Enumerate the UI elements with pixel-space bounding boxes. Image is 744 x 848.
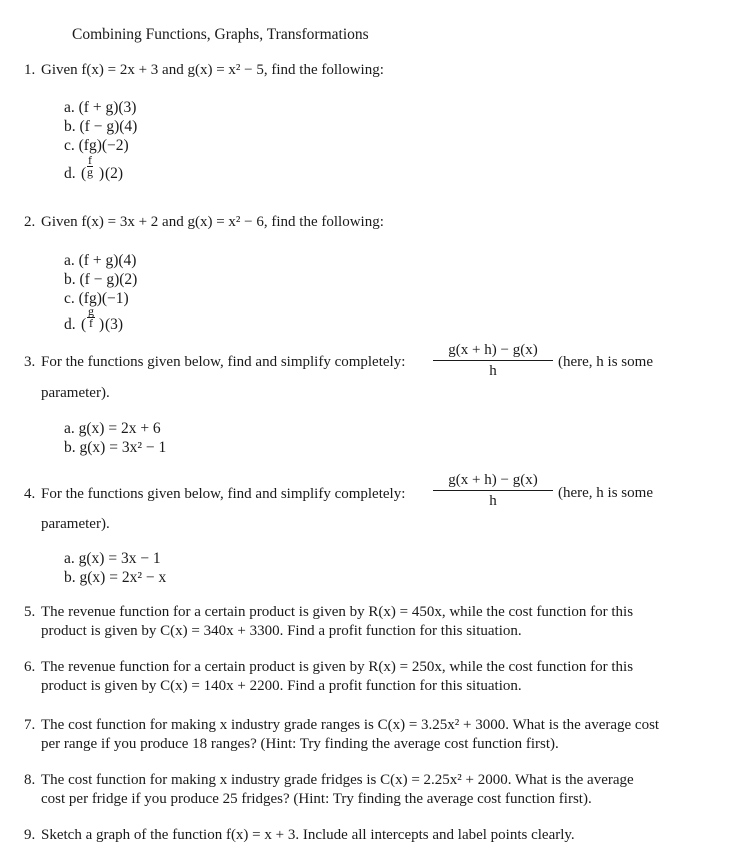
q3-part-b: b. g(x) = 3x² − 1 (64, 439, 167, 456)
q1-part-d-close: ) (99, 165, 105, 182)
q3-quotient-denominator: h (489, 363, 497, 379)
q1-part-d-numerator: f (88, 153, 92, 167)
q1-part-b: b. (f − g)(4) (64, 118, 138, 135)
q9-number: 9. (24, 827, 36, 843)
q1-part-d-denominator: g (87, 165, 93, 179)
q8-number: 8. (24, 772, 36, 788)
q2-part-d-close: ) (99, 316, 105, 333)
q4-continuation: parameter). (41, 516, 110, 532)
q4-quotient-denominator: h (489, 493, 497, 509)
q2-part-d-numerator: g (88, 304, 94, 318)
q1-text: Given f(x) = 2x + 3 and g(x) = x² − 5, find the following: (41, 62, 384, 78)
q3-text: For the functions given below, find and simplify completely: (41, 354, 406, 370)
q6-number: 6. (24, 659, 36, 675)
q1-part-d-open: ( (81, 165, 87, 182)
q1-number: 1. (24, 62, 36, 78)
page-title: Combining Functions, Graphs, Transformations (72, 26, 369, 43)
q4-quotient-numerator: g(x + h) − g(x) (433, 472, 553, 491)
q2-part-d-arg: (3) (105, 316, 124, 333)
q4-text: For the functions given below, find and simplify completely: (41, 486, 406, 502)
q4-number: 4. (24, 486, 36, 502)
q1-part-d-arg: (2) (105, 165, 124, 182)
q5-number: 5. (24, 604, 36, 620)
q8-line-1: The cost function for making x industry grade fridges is C(x) = 2.25x² + 2000. What is the average (41, 772, 634, 788)
q5-line-2: product is given by C(x) = 340x + 3300. Find a profit function for this situation. (41, 623, 522, 639)
q2-part-a: a. (f + g)(4) (64, 252, 137, 269)
q2-part-d-open: ( (81, 316, 87, 333)
q4-difference-quotient (433, 472, 553, 509)
q1-part-d-fraction (87, 155, 93, 178)
q1-part-d-label: d. (64, 165, 76, 182)
q6-line-1: The revenue function for a certain product is given by R(x) = 250x, while the cost function for this (41, 659, 634, 675)
q1-part-c: c. (fg)(−2) (64, 137, 129, 154)
q7-number: 7. (24, 717, 36, 733)
q3-quotient-numerator: g(x + h) − g(x) (433, 342, 553, 361)
q2-part-d-denominator: f (89, 316, 93, 330)
q2-part-d-label: d. (64, 316, 76, 333)
q2-part-c: c. (fg)(−1) (64, 290, 129, 307)
q2-number: 2. (24, 214, 36, 230)
q3-note: (here, h is some (558, 354, 653, 370)
q2-part-b: b. (f − g)(2) (64, 271, 138, 288)
q4-note: (here, h is some (558, 485, 653, 501)
q3-number: 3. (24, 354, 36, 370)
q2-text: Given f(x) = 3x + 2 and g(x) = x² − 6, find the following: (41, 214, 384, 230)
q7-line-2: per range if you produce 18 ranges? (Hint: Try finding the average cost function first). (41, 736, 559, 752)
q2-part-d-fraction (87, 306, 95, 329)
q3-difference-quotient (433, 342, 553, 379)
q7-line-1: The cost function for making x industry grade ranges is C(x) = 3.25x² + 3000. What is the average cost (41, 717, 660, 733)
q4-part-b: b. g(x) = 2x² − x (64, 569, 167, 586)
q4-part-a: a. g(x) = 3x − 1 (64, 550, 161, 567)
q6-line-2: product is given by C(x) = 140x + 2200. Find a profit function for this situation. (41, 678, 522, 694)
q5-line-1: The revenue function for a certain product is given by R(x) = 450x, while the cost function for this (41, 604, 634, 620)
q3-continuation: parameter). (41, 385, 110, 401)
q8-line-2: cost per fridge if you produce 25 fridges? (Hint: Try finding the average cost function first). (41, 791, 592, 807)
q9-text: Sketch a graph of the function f(x) = x + 3. Include all intercepts and label points clearly. (41, 827, 575, 843)
q3-part-a: a. g(x) = 2x + 6 (64, 420, 161, 437)
q1-part-a: a. (f + g)(3) (64, 99, 137, 116)
